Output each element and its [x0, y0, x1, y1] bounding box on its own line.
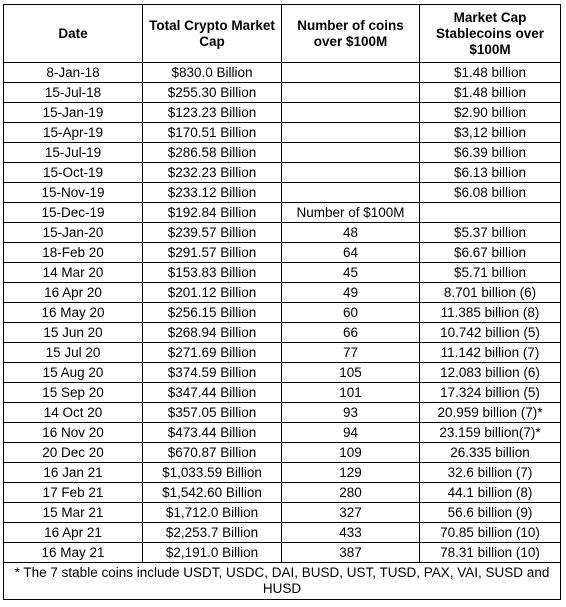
table-row — [4, 123, 561, 143]
cell-total-market-cap: $233.12 Billion — [143, 183, 282, 203]
cell-coin-count — [282, 103, 420, 123]
cell-coin-count — [282, 183, 420, 203]
cell-coin-count: 129 — [282, 463, 420, 483]
cell-total-market-cap: $291.57 Billion — [143, 243, 282, 263]
crypto-market-cap-table — [3, 4, 561, 600]
table-row — [4, 303, 561, 323]
table-row — [4, 163, 561, 183]
cell-stablecoin-market-cap: $3,12 billion — [420, 123, 561, 143]
cell-coin-count: 387 — [282, 543, 420, 563]
cell-coin-count — [282, 123, 420, 143]
cell-stablecoin-market-cap: 10.742 billion (5) — [420, 323, 561, 343]
table-row — [4, 263, 561, 283]
cell-stablecoin-market-cap: 11.142 billion (7) — [420, 343, 561, 363]
table-row — [4, 283, 561, 303]
cell-total-market-cap: $201.12 Billion — [143, 283, 282, 303]
cell-total-market-cap: $357.05 Billion — [143, 403, 282, 423]
cell-date: 18-Feb 20 — [4, 243, 143, 263]
table-row — [4, 443, 561, 463]
cell-date: 16 Jan 21 — [4, 463, 143, 483]
cell-date: 16 Apr 20 — [4, 283, 143, 303]
cell-coin-count: 45 — [282, 263, 420, 283]
cell-coin-count: Number of $100M — [282, 203, 420, 223]
cell-total-market-cap: $347.44 Billion — [143, 383, 282, 403]
table-row — [4, 383, 561, 403]
table-row — [4, 63, 561, 83]
cell-stablecoin-market-cap: 12.083 billion (6) — [420, 363, 561, 383]
cell-date: 16 Nov 20 — [4, 423, 143, 443]
cell-date: 14 Oct 20 — [4, 403, 143, 423]
cell-total-market-cap: $1,712.0 Billion — [143, 503, 282, 523]
cell-date: 8-Jan-18 — [4, 63, 143, 83]
table-header — [4, 5, 561, 63]
table-row — [4, 223, 561, 243]
cell-coin-count — [282, 143, 420, 163]
cell-stablecoin-market-cap: $5.37 billion — [420, 223, 561, 243]
cell-date: 15 Aug 20 — [4, 363, 143, 383]
cell-date: 15-Oct-19 — [4, 163, 143, 183]
cell-date: 15-Jan-19 — [4, 103, 143, 123]
table-row — [4, 423, 561, 443]
cell-coin-count: 48 — [282, 223, 420, 243]
cell-coin-count: 93 — [282, 403, 420, 423]
cell-total-market-cap: $2,191.0 Billion — [143, 543, 282, 563]
cell-stablecoin-market-cap — [420, 203, 561, 223]
cell-total-market-cap: $286.58 Billion — [143, 143, 282, 163]
cell-total-market-cap: $256.15 Billion — [143, 303, 282, 323]
cell-stablecoin-market-cap: 26.335 billion — [420, 443, 561, 463]
cell-date: 15-Dec-19 — [4, 203, 143, 223]
cell-date: 15-Nov-19 — [4, 183, 143, 203]
table-row — [4, 343, 561, 363]
cell-stablecoin-market-cap: $6.13 billion — [420, 163, 561, 183]
cell-stablecoin-market-cap: $6.67 billion — [420, 243, 561, 263]
cell-total-market-cap: $830.0 Billion — [143, 63, 282, 83]
cell-coin-count: 101 — [282, 383, 420, 403]
header-coin-count: Number of coins over $100M — [282, 5, 420, 63]
cell-date: 15-Apr-19 — [4, 123, 143, 143]
footnote-row — [4, 563, 561, 600]
cell-date: 15 Jun 20 — [4, 323, 143, 343]
table-row — [4, 103, 561, 123]
cell-date: 15-Jan-20 — [4, 223, 143, 243]
header-date: Date — [4, 5, 143, 63]
cell-total-market-cap: $374.59 Billion — [143, 363, 282, 383]
cell-stablecoin-market-cap: 78.31 billion (10) — [420, 543, 561, 563]
cell-total-market-cap: $2,253.7 Billion — [143, 523, 282, 543]
cell-coin-count: 64 — [282, 243, 420, 263]
cell-date: 14 Mar 20 — [4, 263, 143, 283]
cell-total-market-cap: $1,033.59 Billion — [143, 463, 282, 483]
crypto-market-cap-table-container — [3, 4, 560, 600]
cell-date: 15 Mar 21 — [4, 503, 143, 523]
cell-coin-count — [282, 163, 420, 183]
table-row — [4, 403, 561, 423]
cell-total-market-cap: $192.84 Billion — [143, 203, 282, 223]
cell-total-market-cap: $473.44 Billion — [143, 423, 282, 443]
cell-total-market-cap: $170.51 Billion — [143, 123, 282, 143]
cell-stablecoin-market-cap: 23.159 billion(7)* — [420, 423, 561, 443]
table-body — [4, 63, 561, 563]
table-row — [4, 183, 561, 203]
cell-coin-count: 327 — [282, 503, 420, 523]
table-row — [4, 543, 561, 563]
cell-stablecoin-market-cap: $1.48 billion — [420, 83, 561, 103]
cell-stablecoin-market-cap: $2.90 billion — [420, 103, 561, 123]
cell-date: 16 Apr 21 — [4, 523, 143, 543]
cell-coin-count: 60 — [282, 303, 420, 323]
cell-total-market-cap: $1,542.60 Billion — [143, 483, 282, 503]
cell-stablecoin-market-cap: $6.39 billion — [420, 143, 561, 163]
cell-coin-count: 105 — [282, 363, 420, 383]
table-row — [4, 463, 561, 483]
cell-total-market-cap: $232.23 Billion — [143, 163, 282, 183]
cell-stablecoin-market-cap: 56.6 billion (9) — [420, 503, 561, 523]
table-row — [4, 83, 561, 103]
cell-date: 20 Dec 20 — [4, 443, 143, 463]
cell-stablecoin-market-cap: 44.1 billion (8) — [420, 483, 561, 503]
cell-date: 16 May 20 — [4, 303, 143, 323]
footnote: * The 7 stable coins include USDT, USDC, DAI, BUSD, UST, TUSD, PAX, VAI, SUSD and HUSD — [4, 563, 561, 600]
cell-stablecoin-market-cap: $1.48 billion — [420, 63, 561, 83]
cell-date: 15-Jul-19 — [4, 143, 143, 163]
cell-coin-count: 109 — [282, 443, 420, 463]
header-total-market-cap: Total Crypto Market Cap — [143, 5, 282, 63]
cell-total-market-cap: $123.23 Billion — [143, 103, 282, 123]
table-row — [4, 523, 561, 543]
header-row — [4, 5, 561, 63]
cell-coin-count: 94 — [282, 423, 420, 443]
cell-coin-count: 433 — [282, 523, 420, 543]
table-row — [4, 503, 561, 523]
table-row — [4, 323, 561, 343]
cell-coin-count — [282, 63, 420, 83]
cell-coin-count: 66 — [282, 323, 420, 343]
cell-coin-count: 77 — [282, 343, 420, 363]
table-row — [4, 203, 561, 223]
cell-stablecoin-market-cap: 11.385 billion (8) — [420, 303, 561, 323]
cell-total-market-cap: $670.87 Billion — [143, 443, 282, 463]
cell-date: 16 May 21 — [4, 543, 143, 563]
cell-total-market-cap: $239.57 Billion — [143, 223, 282, 243]
cell-date: 17 Feb 21 — [4, 483, 143, 503]
table-row — [4, 243, 561, 263]
cell-stablecoin-market-cap: 8.701 billion (6) — [420, 283, 561, 303]
cell-stablecoin-market-cap: 17.324 billion (5) — [420, 383, 561, 403]
cell-total-market-cap: $153.83 Billion — [143, 263, 282, 283]
cell-date: 15 Sep 20 — [4, 383, 143, 403]
cell-date: 15-Jul-18 — [4, 83, 143, 103]
cell-stablecoin-market-cap: 32.6 billion (7) — [420, 463, 561, 483]
table-row — [4, 143, 561, 163]
cell-coin-count — [282, 83, 420, 103]
cell-coin-count: 49 — [282, 283, 420, 303]
table-footer — [4, 563, 561, 600]
cell-stablecoin-market-cap: 20.959 billion (7)* — [420, 403, 561, 423]
cell-total-market-cap: $268.94 Billion — [143, 323, 282, 343]
cell-total-market-cap: $271.69 Billion — [143, 343, 282, 363]
cell-stablecoin-market-cap: $5.71 billion — [420, 263, 561, 283]
cell-coin-count: 280 — [282, 483, 420, 503]
header-stablecoin-market-cap: Market Cap Stablecoins over $100M — [420, 5, 561, 63]
cell-date: 15 Jul 20 — [4, 343, 143, 363]
table-row — [4, 483, 561, 503]
cell-stablecoin-market-cap: $6.08 billion — [420, 183, 561, 203]
table-row — [4, 363, 561, 383]
cell-total-market-cap: $255.30 Billion — [143, 83, 282, 103]
cell-stablecoin-market-cap: 70.85 billion (10) — [420, 523, 561, 543]
